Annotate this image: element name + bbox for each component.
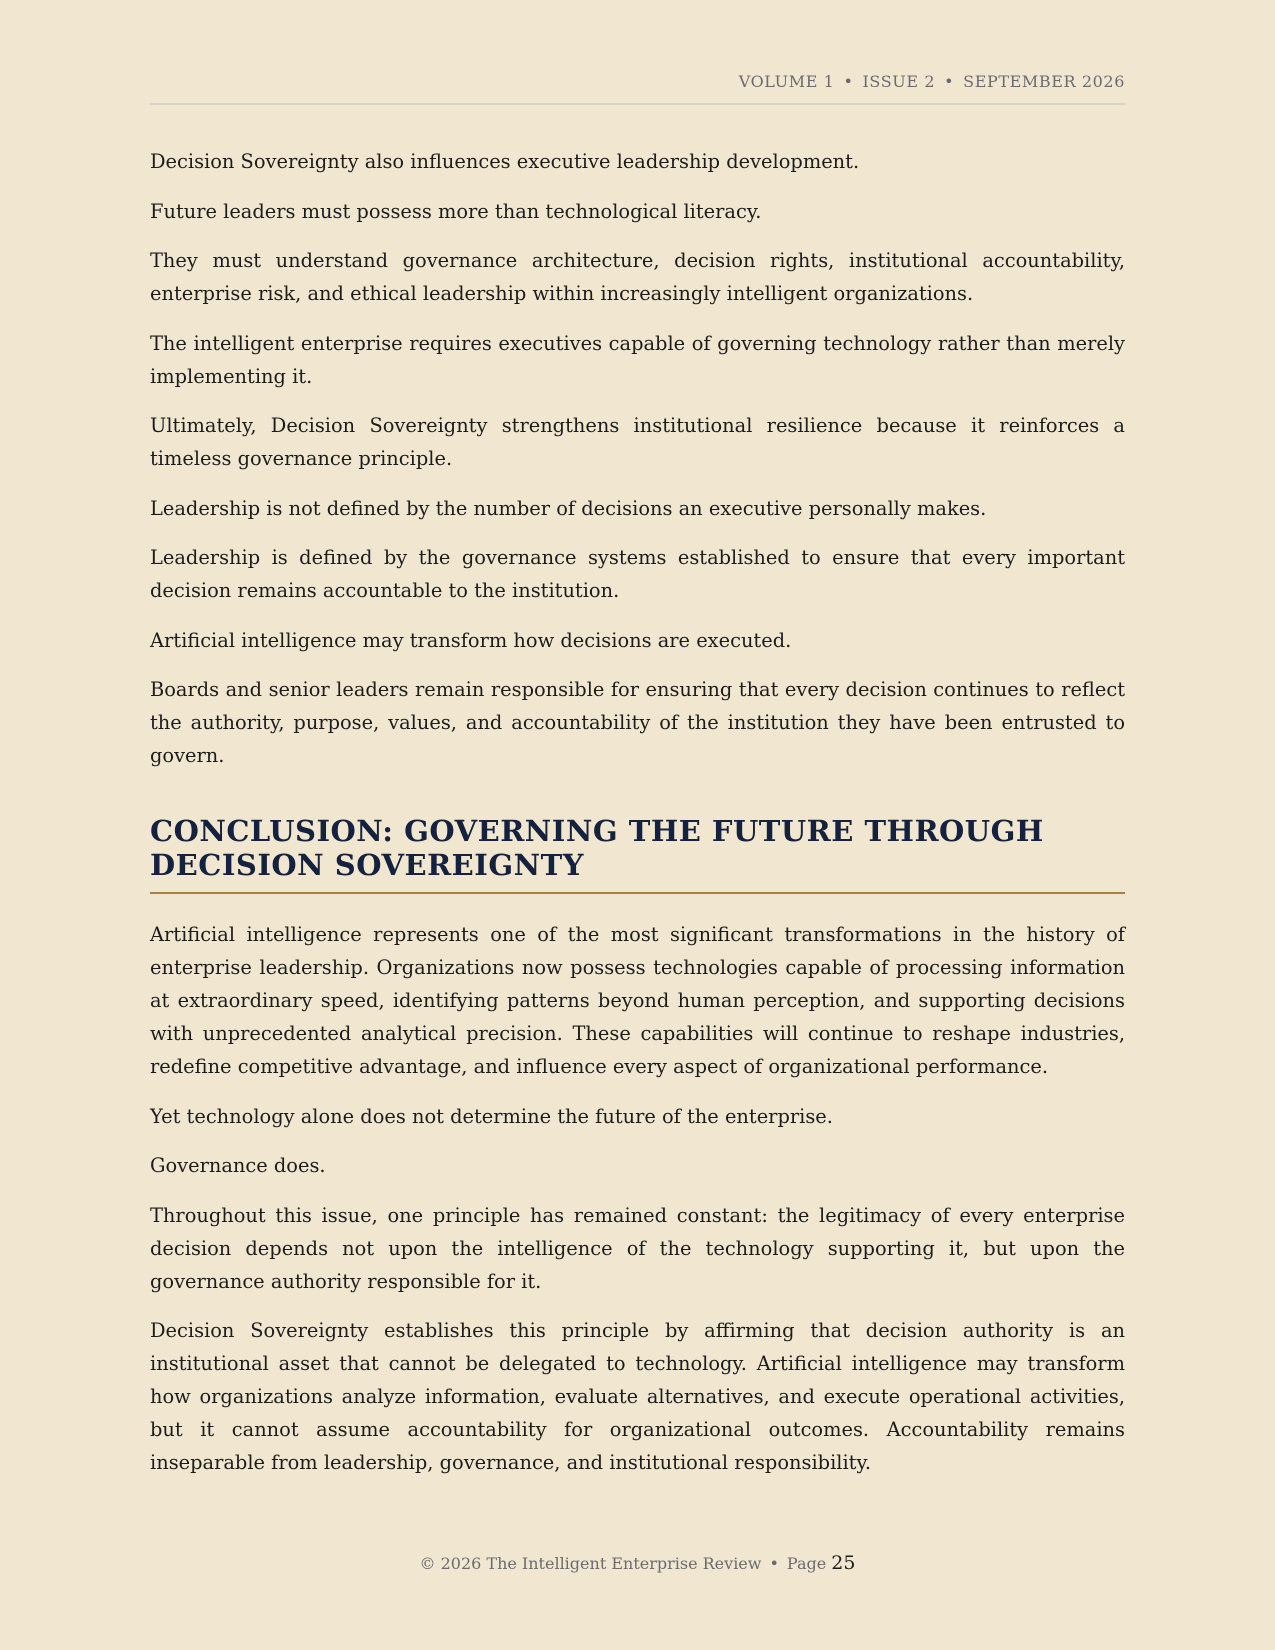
volume-label: VOLUME 1: [738, 72, 835, 91]
body-paragraph: They must understand governance architecture, decision rights, institutional accountability, enterprise risk, and ethical leadership within increasingly intelligent organizations.: [150, 249, 1125, 305]
body-paragraph: Artificial intelligence may transform how decisions are executed.: [150, 628, 792, 652]
page-footer: [150, 1552, 1125, 1574]
body-paragraph: Governance does.: [150, 1154, 326, 1177]
page-label: Page: [786, 1554, 827, 1573]
body-paragraph: Yet technology alone does not determine the future of the enterprise.: [150, 1104, 833, 1128]
issue-date: SEPTEMBER 2026: [963, 72, 1125, 91]
body-paragraph: Decision Sovereignty also influences executive leadership development.: [150, 150, 860, 173]
footer-separator: •: [769, 1554, 779, 1573]
section-body: [150, 918, 1125, 1479]
body-paragraph: Leadership is defined by the governance systems established to ensure that every important decision remains accountable to the institution.: [150, 546, 1125, 602]
body-paragraph: Artificial intelligence represents one of the most significant transformations in the history of enterprise leadership. Organizations now possess technologies capable of processing information at extraordinary speed, identifying patterns beyond human perception, and supporting decisions with unprecedented analytical precision. These capabilities will continue to reshape industries, redefine competitive advantage, and influence every aspect of organizational performance.: [150, 923, 1125, 1078]
body-paragraph: The intelligent enterprise requires executives capable of governing technology rather than merely implementing it.: [150, 331, 1125, 388]
body-paragraph: Throughout this issue, one principle has remained constant: the legitimacy of every enterprise decision depends not upon the intelligence of the technology supporting it, but upon the governance authority responsible for it.: [150, 1203, 1125, 1293]
journal-page: [150, 0, 1125, 1650]
issue-label: ISSUE 2: [862, 72, 936, 91]
body-paragraph: Ultimately, Decision Sovereignty strengthens institutional resilience because it reinforces a timeless governance principle.: [150, 414, 1125, 470]
header-separator: •: [843, 72, 854, 91]
page-number: 25: [831, 1552, 856, 1574]
body-paragraph: Leadership is not defined by the number of decisions an executive personally makes.: [150, 496, 987, 520]
header-separator: •: [944, 72, 955, 91]
article-body: [150, 145, 1125, 1496]
header-divider: [150, 103, 1125, 105]
body-paragraph: Boards and senior leaders remain responsible for ensuring that every decision continues to reflect the authority, purpose, values, and accountability of the institution they have been entrusted to govern.: [150, 678, 1125, 767]
running-header: [739, 72, 1125, 91]
body-paragraph: Future leaders must possess more than technological literacy.: [150, 199, 762, 223]
body-paragraph: Decision Sovereignty establishes this principle by affirming that decision authority is an institutional asset that cannot be delegated to technology. Artificial intelligence may transform how organizations analyze information, evaluate alternatives, and execute operational activities, but it cannot assume accountability for organizational outcomes. Accountability remains inseparable from leadership, governance, and institutional responsibility.: [150, 1319, 1125, 1474]
copyright-notice: © 2026 The Intelligent Enterprise Review: [419, 1554, 762, 1573]
section-heading: CONCLUSION: GOVERNING THE FUTURE THROUGH DECISION SOVEREIGNTY: [150, 814, 1125, 894]
